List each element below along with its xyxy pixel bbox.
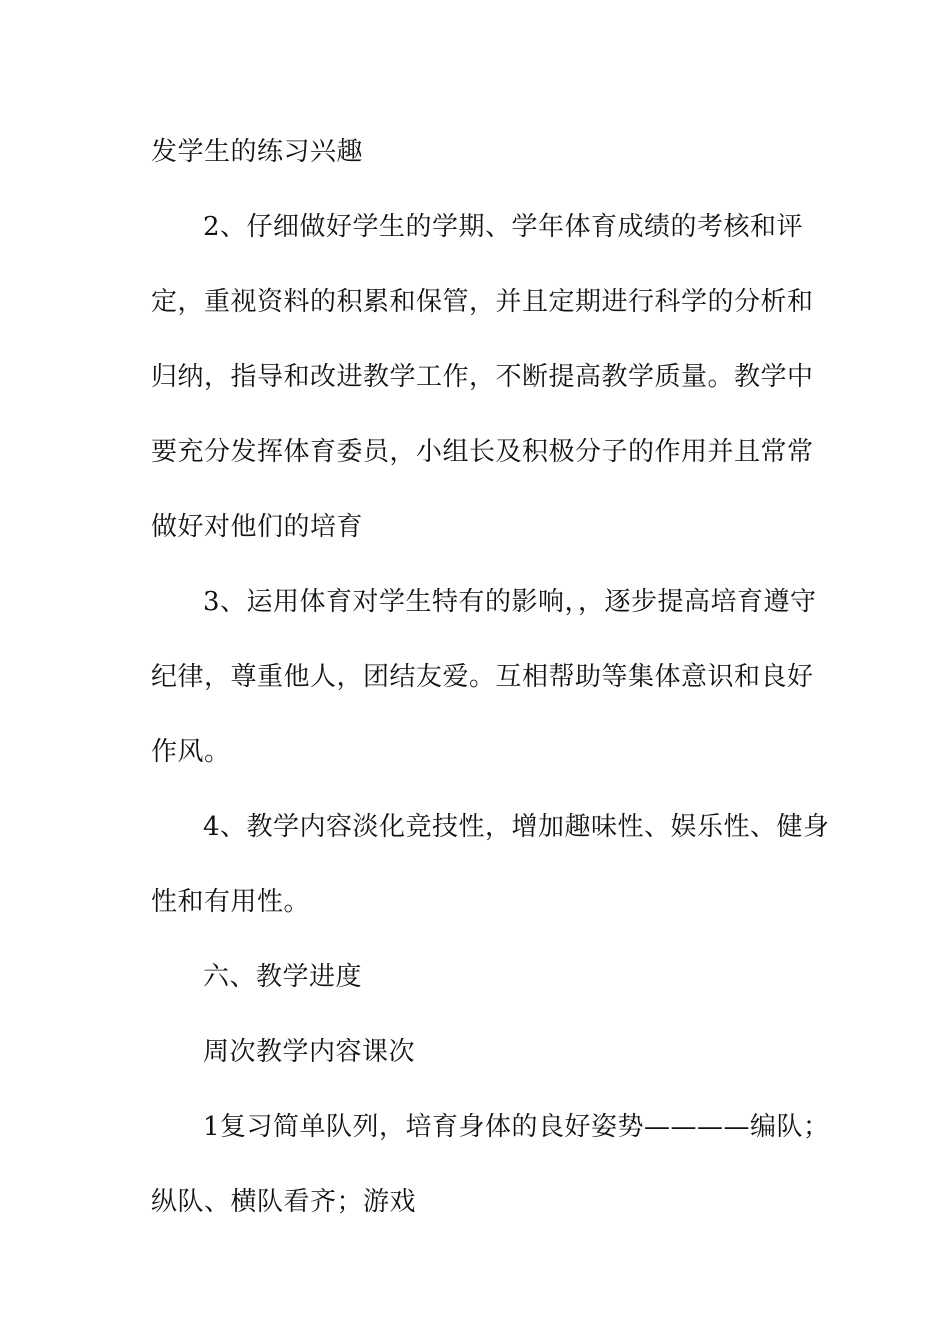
text-line-5: 要充分发挥体育委员，小组长及积极分子的作用并且常常 [151,437,814,467]
text-line-8: 纪律，尊重他人，团结友爱。互相帮助等集体意识和良好 [151,662,814,692]
text-line-4: 归纳，指导和改进教学工作，不断提高教学质量。教学中 [151,362,814,392]
text-line-9: 作风。 [151,737,231,767]
text-line-11: 性和有用性。 [151,887,311,917]
text-line-2: 2、仔细做好学生的学期、学年体育成绩的考核和评 [203,212,804,242]
text-line-10: 4、教学内容淡化竞技性，增加趣味性、娱乐性、健身 [203,812,830,842]
text-line-15: 纵队、横队看齐；游戏 [151,1187,417,1217]
section-heading: 六、教学进度 [203,962,363,992]
text-line-14: 1复习简单队列，培育身体的良好姿势————编队； [203,1112,830,1142]
text-line-3: 定，重视资料的积累和保管，并且定期进行科学的分析和 [151,287,814,317]
text-line-6: 做好对他们的培育 [151,512,364,542]
table-header-line: 周次教学内容课次 [203,1037,416,1067]
text-line-1: 发学生的练习兴趣 [151,137,364,167]
text-line-7: 3、运用体育对学生特有的影响，，逐步提高培育遵守 [203,587,817,617]
